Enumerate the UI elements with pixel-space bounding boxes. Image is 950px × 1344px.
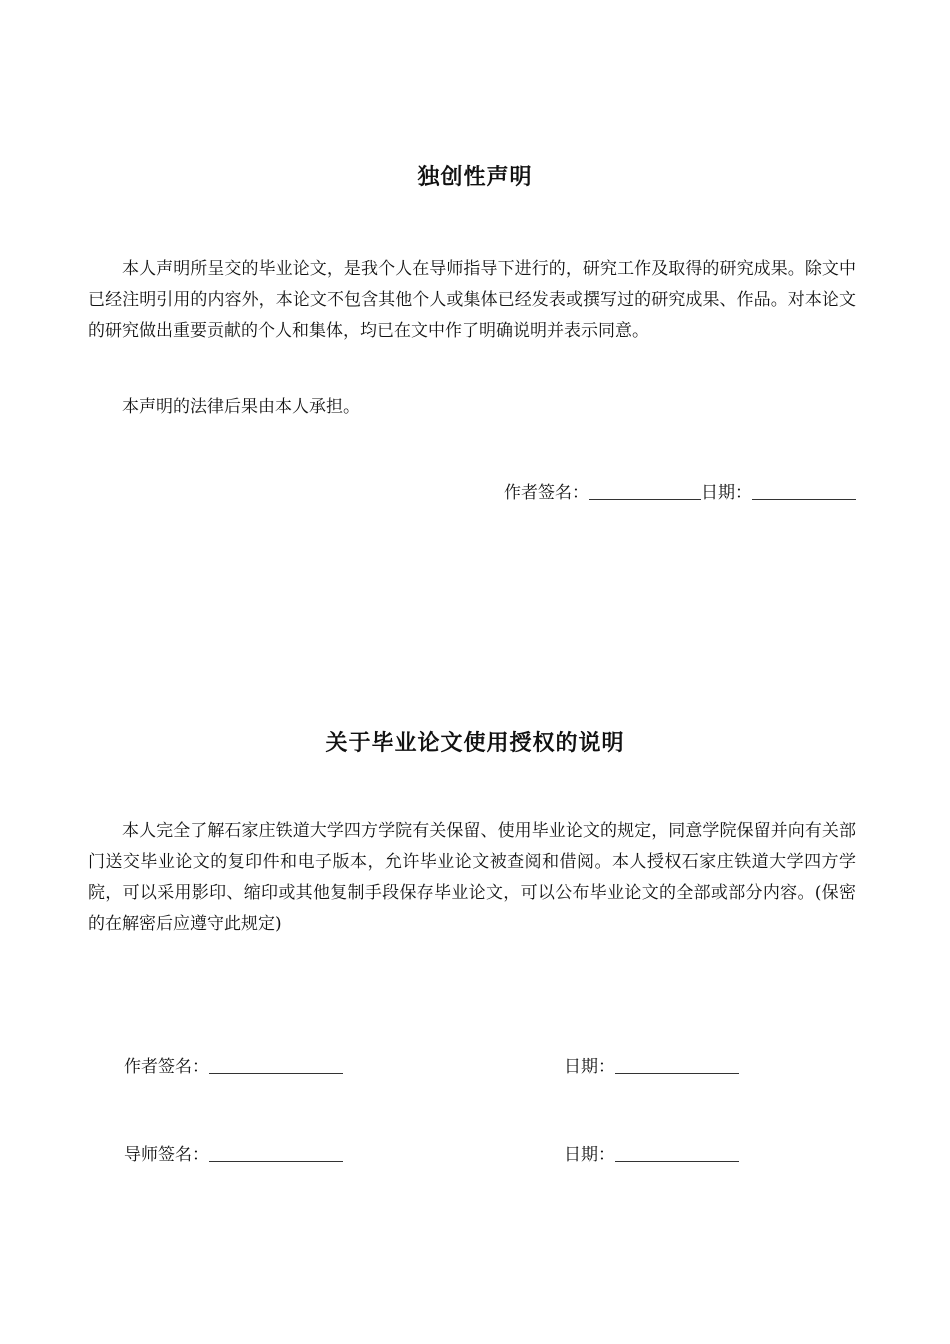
date-label: 日期： [564, 1145, 615, 1165]
date-blank[interactable] [615, 1059, 739, 1074]
advisor-sign-label: 导师签名： [124, 1145, 209, 1165]
authorization-advisor-signature [124, 1140, 343, 1165]
advisor-sign-blank[interactable] [209, 1147, 343, 1162]
legal-consequence-paragraph: 本声明的法律后果由本人承担。 [122, 397, 360, 417]
authorization-author-signature [124, 1052, 343, 1077]
author-sign-label: 作者签名： [504, 483, 589, 503]
authorization-paragraph: 本人完全了解石家庄铁道大学四方学院有关保留、使用毕业论文的规定，同意学院保留并向有关部门送交毕业论文的复印件和电子版本，允许毕业论文被查阅和借阅。本人授权石家庄铁道大学四方学院，可以采用影印、缩印或其他复制手段保存毕业论文，可以公布毕业论文的全部或部分内容。(保密的在解密后应遵守此规定) [88, 821, 856, 934]
originality-paragraph: 本人声明所呈交的毕业论文，是我个人在导师指导下进行的，研究工作及取得的研究成果。除文中已经注明引用的内容外，本论文不包含其他个人或集体已经发表或撰写过的研究成果、作品。对本论文的研究做出重要贡献的个人和集体，均已在文中作了明确说明并表示同意。 [88, 259, 856, 341]
date-label: 日期： [564, 1057, 615, 1077]
date-blank[interactable] [752, 485, 856, 500]
author-sign-blank[interactable] [209, 1059, 343, 1074]
author-sign-blank[interactable] [589, 485, 701, 500]
author-sign-label: 作者签名： [124, 1057, 209, 1077]
authorization-title: 关于毕业论文使用授权的说明 [325, 730, 625, 756]
date-blank[interactable] [615, 1147, 739, 1162]
originality-title: 独创性声明 [417, 164, 533, 190]
authorization-author-date [564, 1052, 739, 1077]
authorization-advisor-date [564, 1140, 739, 1165]
originality-signature-line [504, 478, 856, 503]
date-label: 日期： [701, 483, 752, 503]
